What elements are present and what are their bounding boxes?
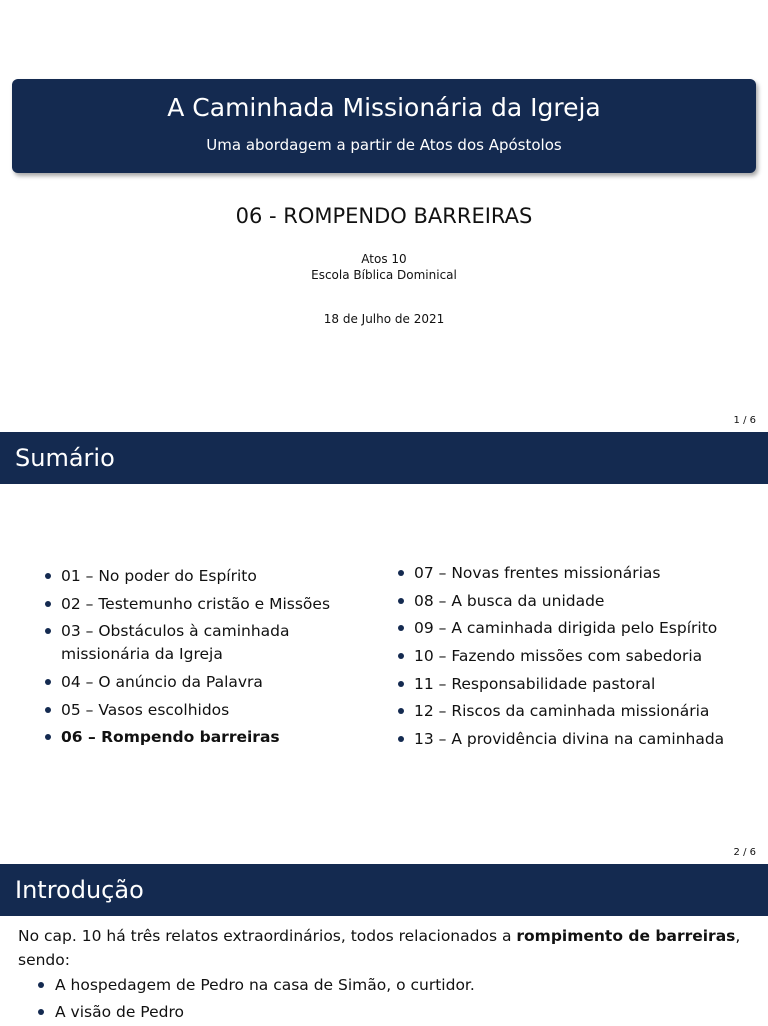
- bullet-icon: [398, 598, 404, 604]
- list-item: A hospedagem de Pedro na casa de Simão, o curtidor.: [38, 972, 475, 999]
- toc-item[interactable]: 13 – A providência divina na caminhada: [397, 728, 757, 751]
- presentation-subtitle: Uma abordagem a partir de Atos dos Apóstolos: [206, 136, 562, 154]
- bullet-icon: [398, 625, 404, 631]
- presentation-date: 18 de Julho de 2021: [323, 312, 445, 326]
- bullet-icon: [398, 681, 404, 687]
- bullet-icon: [45, 628, 51, 634]
- bullet-icon: [45, 707, 51, 713]
- frame-title: Sumário: [0, 432, 768, 484]
- bullet-icon: [45, 679, 51, 685]
- toc-left-column: [44, 565, 374, 754]
- toc-item[interactable]: 10 – Fazendo missões com sabedoria: [397, 645, 757, 668]
- toc-item[interactable]: 12 – Riscos da caminhada missionária: [397, 700, 757, 723]
- toc-item[interactable]: 02 – Testemunho cristão e Missões: [44, 593, 374, 616]
- institute-name: Escola Bíblica Dominical: [311, 268, 457, 282]
- bullet-icon: [45, 601, 51, 607]
- title-banner: [12, 79, 756, 173]
- toc-right-column: [397, 562, 757, 756]
- bullet-icon: [38, 982, 44, 988]
- toc-item[interactable]: 03 – Obstáculos à caminhada missionária da Igreja: [44, 620, 374, 666]
- toc-item[interactable]: 11 – Responsabilidade pastoral: [397, 673, 757, 696]
- page-number: 2 / 6: [733, 847, 756, 858]
- bullet-icon: [398, 708, 404, 714]
- toc-item[interactable]: 07 – Novas frentes missionárias: [397, 562, 757, 585]
- scripture-reference: Atos 10: [361, 252, 407, 266]
- bullet-icon: [38, 1009, 44, 1015]
- frame-title: Introdução: [0, 864, 768, 916]
- presentation-title: A Caminhada Missionária da Igreja: [167, 93, 601, 122]
- bullet-icon: [45, 573, 51, 579]
- list-item: A visão de Pedro: [38, 999, 475, 1026]
- toc-item[interactable]: 05 – Vasos escolhidos: [44, 699, 374, 722]
- bullet-icon: [398, 653, 404, 659]
- toc-item[interactable]: 01 – No poder do Espírito: [44, 565, 374, 588]
- title-slide: [0, 0, 768, 432]
- intro-paragraph: No cap. 10 há três relatos extraordinários, todos relacionados a rompimento de barreiras, sendo:: [18, 927, 741, 969]
- toc-item[interactable]: 04 – O anúncio da Palavra: [44, 671, 374, 694]
- toc-item[interactable]: 08 – A busca da unidade: [397, 590, 757, 613]
- page-number: 1 / 6: [733, 415, 756, 426]
- lecture-title: 06 - ROMPENDO BARREIRAS: [235, 204, 533, 228]
- bullet-icon: [45, 734, 51, 740]
- emphasis-text: rompimento de barreiras: [516, 927, 736, 945]
- bullet-icon: [398, 570, 404, 576]
- bullet-icon: [398, 736, 404, 742]
- intro-list: [38, 972, 475, 1026]
- summary-slide: [0, 432, 768, 864]
- toc-item-current[interactable]: 06 – Rompendo barreiras: [44, 726, 374, 749]
- introduction-slide: [0, 864, 768, 1024]
- toc-item[interactable]: 09 – A caminhada dirigida pelo Espírito: [397, 617, 757, 640]
